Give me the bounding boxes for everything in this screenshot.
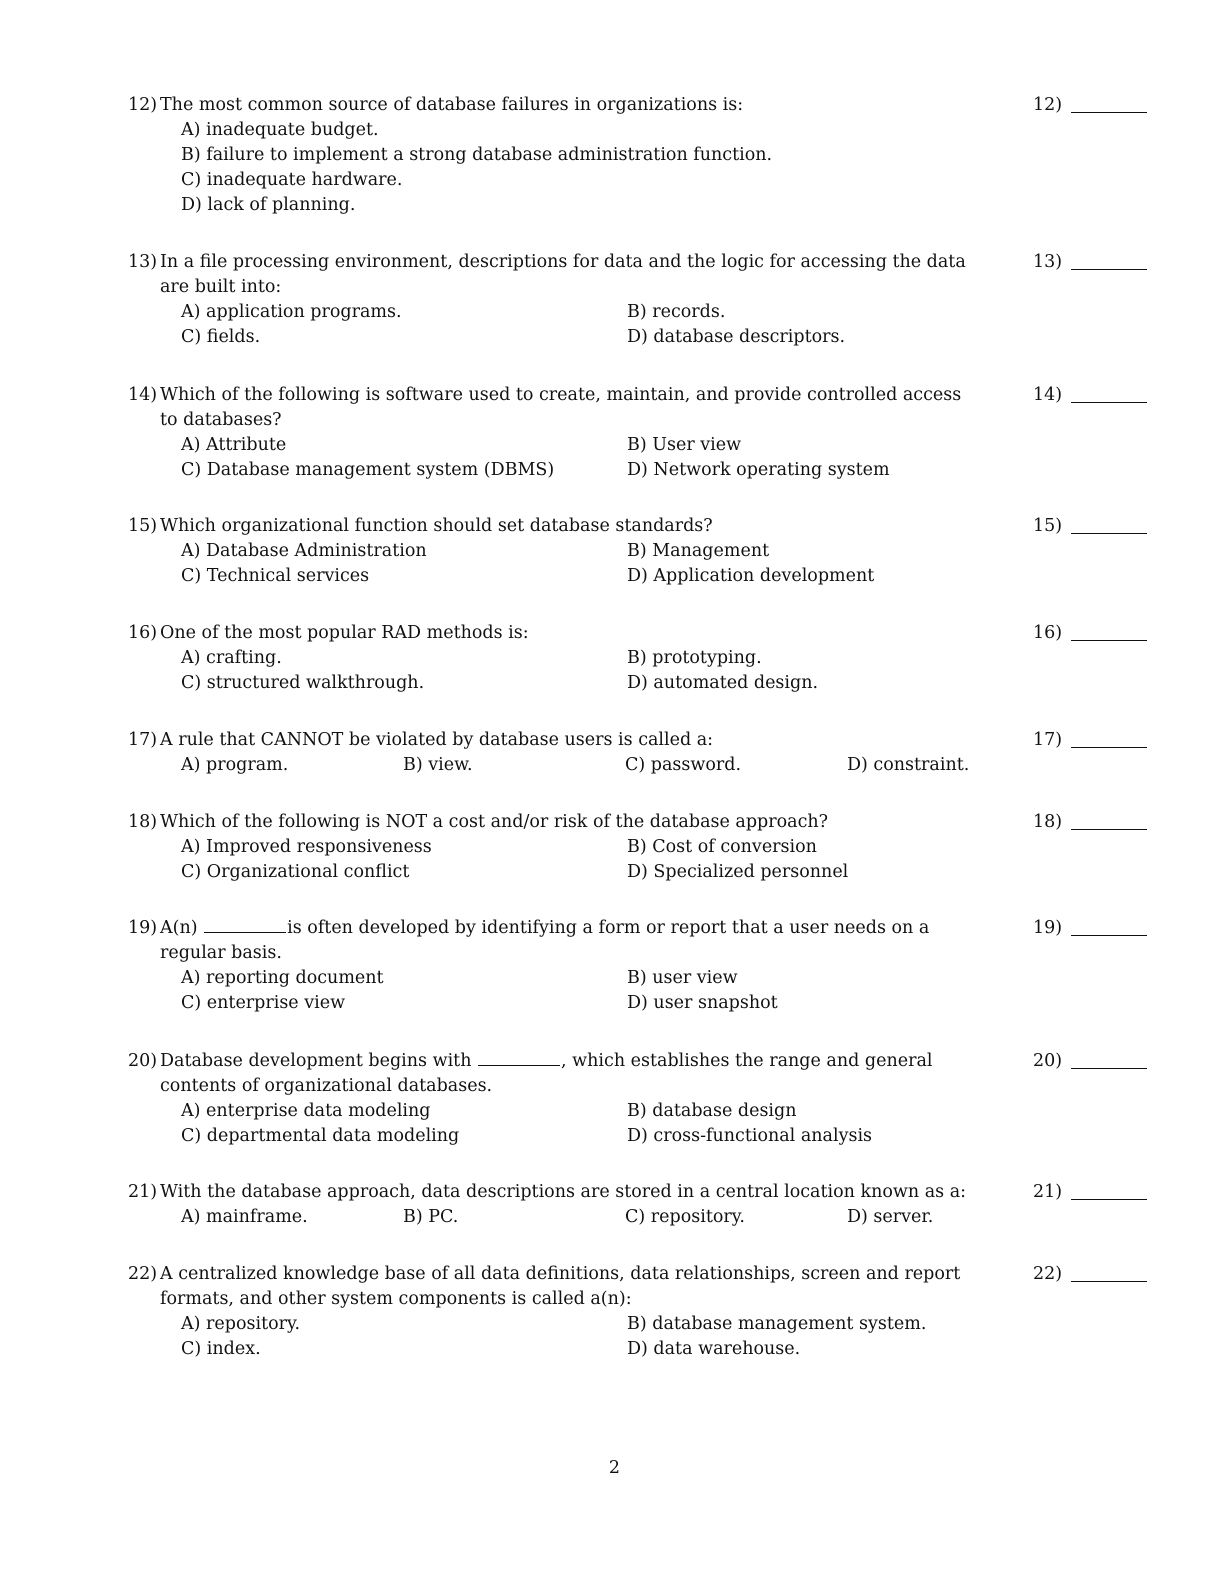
options — [181, 433, 1158, 483]
question-22 — [128, 1262, 1158, 1362]
question-text-before: A(n) — [160, 918, 204, 938]
question-number: 15) — [128, 516, 158, 536]
question-text-before: Database development begins with — [160, 1051, 478, 1071]
question-21 — [128, 1180, 1158, 1230]
question-stem — [128, 621, 975, 646]
option-a: A) application programs. — [181, 302, 402, 322]
question-19 — [128, 916, 1158, 1016]
question-number: 13) — [128, 252, 158, 272]
answer-number: 21) — [1033, 1182, 1063, 1202]
option-b: B) view. — [403, 755, 473, 775]
option-a: A) program. — [181, 755, 289, 775]
option-d: D) data warehouse. — [627, 1339, 801, 1359]
question-number: 16) — [128, 623, 158, 643]
option-a: A) Attribute — [181, 435, 287, 455]
option-b: B) User view — [627, 435, 742, 455]
option-c: C) Database management system (DBMS) — [181, 460, 555, 480]
options — [181, 1099, 1158, 1149]
question-stem — [128, 916, 975, 966]
question-16 — [128, 621, 1158, 696]
option-a: A) reporting document — [181, 968, 384, 988]
question-stem — [128, 1049, 975, 1099]
options — [181, 300, 1158, 350]
option-c: C) index. — [181, 1339, 261, 1359]
question-text: The most common source of database failures in organizations is: — [160, 95, 744, 115]
question-text-after: , which establishes the range and general contents of organizational databases. — [160, 1051, 933, 1096]
question-stem — [128, 810, 975, 835]
option-b: B) Cost of conversion — [627, 837, 817, 857]
option-d: D) Network operating system — [627, 460, 890, 480]
question-stem — [128, 383, 975, 433]
answer-number: 17) — [1033, 730, 1063, 750]
option-a: A) mainframe. — [181, 1207, 308, 1227]
question-stem — [128, 250, 975, 300]
answer-number: 22) — [1033, 1264, 1063, 1284]
option-d: D) lack of planning. — [181, 195, 356, 215]
answer-line[interactable] — [1071, 112, 1147, 113]
option-b: B) failure to implement a strong database administration function. — [181, 145, 773, 165]
question-text: With the database approach, data descriptions are stored in a central location known as a: — [160, 1182, 967, 1202]
option-a: A) Database Administration — [181, 541, 427, 561]
option-d: D) Specialized personnel — [627, 862, 849, 882]
answer-line[interactable] — [1071, 402, 1147, 403]
option-d: D) automated design. — [627, 673, 819, 693]
fill-in-blank — [204, 916, 286, 933]
option-c: C) password. — [625, 755, 742, 775]
answer-line[interactable] — [1071, 935, 1147, 936]
question-stem — [128, 1262, 975, 1312]
question-15 — [128, 514, 1158, 589]
options — [181, 966, 1158, 1016]
answer-line[interactable] — [1071, 829, 1147, 830]
option-d: D) server. — [847, 1207, 934, 1227]
question-17 — [128, 728, 1158, 778]
option-c: C) departmental data modeling — [181, 1126, 460, 1146]
question-stem — [128, 728, 975, 753]
option-b: B) user view — [627, 968, 738, 988]
answer-line[interactable] — [1071, 640, 1147, 641]
options — [181, 539, 1158, 589]
option-d: D) database descriptors. — [627, 327, 846, 347]
question-number: 22) — [128, 1264, 158, 1284]
page-number: 2 — [608, 1458, 621, 1478]
options — [181, 1312, 1158, 1362]
question-number: 19) — [128, 918, 158, 938]
answer-number: 15) — [1033, 516, 1063, 536]
option-c: C) enterprise view — [181, 993, 346, 1013]
option-d: D) user snapshot — [627, 993, 778, 1013]
answer-number: 16) — [1033, 623, 1063, 643]
question-text-after: is often developed by identifying a form or report that a user needs on a regular basis. — [160, 918, 930, 963]
option-c: C) inadequate hardware. — [181, 170, 403, 190]
question-number: 21) — [128, 1182, 158, 1202]
answer-line[interactable] — [1071, 533, 1147, 534]
question-text: Which of the following is NOT a cost and/or risk of the database approach? — [160, 812, 829, 832]
question-text: In a file processing environment, descriptions for data and the logic for accessing the data are built into: — [160, 252, 966, 297]
question-20 — [128, 1049, 1158, 1149]
question-stem — [128, 93, 975, 118]
question-14 — [128, 383, 1158, 483]
question-number: 18) — [128, 812, 158, 832]
option-a: A) crafting. — [181, 648, 282, 668]
option-b: B) records. — [627, 302, 726, 322]
answer-line[interactable] — [1071, 747, 1147, 748]
option-a: A) inadequate budget. — [181, 120, 379, 140]
answer-number: 12) — [1033, 95, 1063, 115]
option-c: C) fields. — [181, 327, 261, 347]
question-text: A centralized knowledge base of all data definitions, data relationships, screen and report formats, and other system components is called a(n): — [160, 1264, 961, 1309]
question-number: 20) — [128, 1051, 158, 1071]
answer-number: 20) — [1033, 1051, 1063, 1071]
option-c: C) Organizational conflict — [181, 862, 410, 882]
options — [181, 753, 1158, 778]
answer-line[interactable] — [1071, 1281, 1147, 1282]
option-d: D) Application development — [627, 566, 875, 586]
option-c: C) repository. — [625, 1207, 745, 1227]
answer-number: 19) — [1033, 918, 1063, 938]
options — [181, 118, 1158, 218]
fill-in-blank — [478, 1049, 560, 1066]
option-b: B) prototyping. — [627, 648, 762, 668]
answer-number: 14) — [1033, 385, 1063, 405]
option-b: B) database design — [627, 1101, 797, 1121]
question-text: Which organizational function should set database standards? — [160, 516, 713, 536]
answer-line[interactable] — [1071, 1068, 1147, 1069]
question-13 — [128, 250, 1158, 350]
option-d: D) cross-functional analysis — [627, 1126, 873, 1146]
option-a: A) repository. — [181, 1314, 301, 1334]
option-a: A) Improved responsiveness — [181, 837, 432, 857]
question-number: 14) — [128, 385, 158, 405]
question-text: One of the most popular RAD methods is: — [160, 623, 529, 643]
question-stem — [128, 1180, 975, 1205]
option-c: C) structured walkthrough. — [181, 673, 425, 693]
answer-line[interactable] — [1071, 1199, 1147, 1200]
question-stem — [128, 514, 975, 539]
option-d: D) constraint. — [847, 755, 970, 775]
options — [181, 835, 1158, 885]
question-text: Which of the following is software used to create, maintain, and provide controlled access to databases? — [160, 385, 962, 430]
answer-number: 18) — [1033, 812, 1063, 832]
question-text: A rule that CANNOT be violated by database users is called a: — [160, 730, 714, 750]
question-12 — [128, 93, 1158, 218]
option-a: A) enterprise data modeling — [181, 1101, 431, 1121]
answer-number: 13) — [1033, 252, 1063, 272]
question-number: 17) — [128, 730, 158, 750]
options — [181, 646, 1158, 696]
option-b: B) PC. — [403, 1207, 459, 1227]
question-18 — [128, 810, 1158, 885]
answer-line[interactable] — [1071, 269, 1147, 270]
options — [181, 1205, 1158, 1230]
question-number: 12) — [128, 95, 158, 115]
option-b: B) Management — [627, 541, 770, 561]
option-b: B) database management system. — [627, 1314, 927, 1334]
option-c: C) Technical services — [181, 566, 370, 586]
